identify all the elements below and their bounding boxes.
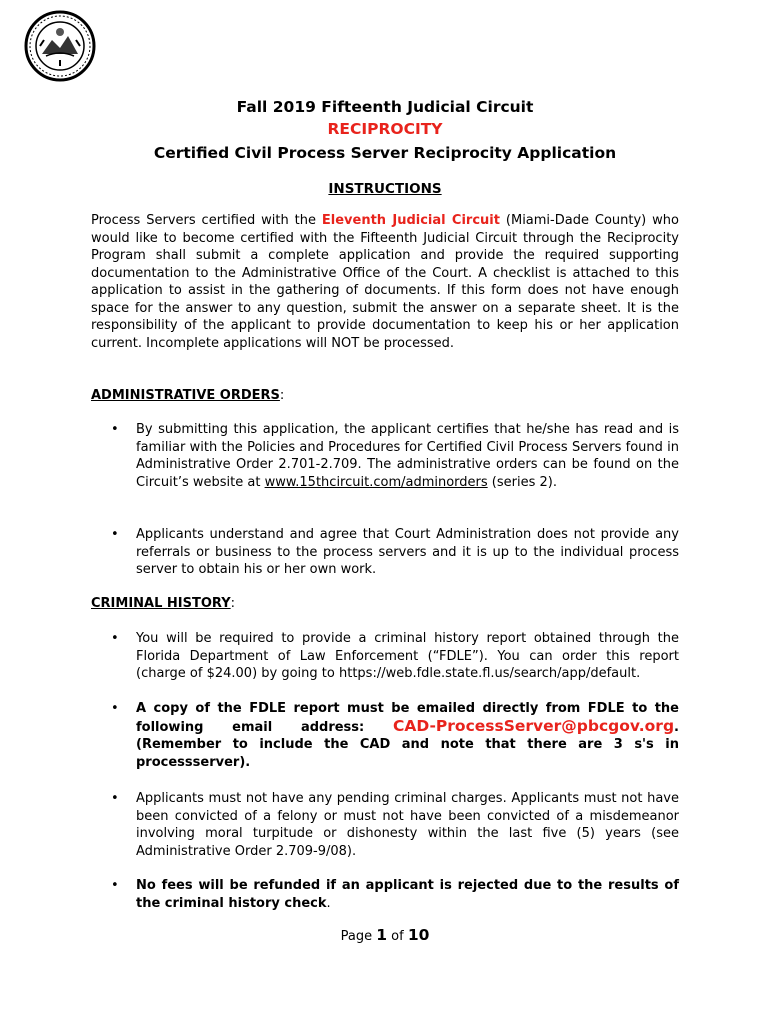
bullet-icon: •: [111, 631, 119, 646]
application-subtitle: Certified Civil Process Server Reciprocity Application: [153, 144, 617, 162]
title-block: [0, 96, 770, 165]
admin-orders-colon: :: [279, 388, 285, 403]
instructions-paragraph: [91, 212, 679, 352]
criminal-bullet-2-text: [136, 700, 679, 771]
criminal-bullet-2: [111, 700, 679, 771]
reciprocity-heading: RECIPROCITY: [327, 120, 443, 138]
admin-bullet-2: [111, 526, 679, 579]
admin-bullet-2-text: Applicants understand and agree that Court Administration does not provide any referrals or business to the process servers and it is up to the individual process server to obtain his or her own work.: [136, 527, 679, 577]
bullet-icon: •: [111, 701, 119, 716]
criminal-bullet-1: [111, 630, 679, 683]
criminal-bullet-4: [111, 877, 679, 912]
admin-orders-title: ADMINISTRATIVE ORDERS: [91, 388, 280, 403]
no-refund-period: .: [326, 895, 331, 911]
document-title: Fall 2019 Fifteenth Judicial Circuit: [236, 98, 534, 116]
bullet-icon: •: [111, 527, 119, 542]
instructions-text-start: Process Servers certified with the: [91, 213, 322, 228]
total-pages-number: 10: [407, 926, 430, 944]
admin-orders-heading: [91, 388, 284, 403]
page-footer: [0, 926, 770, 944]
admin-bullet-1-body: By submitting this application, the applicant certifies that he/she has read and is familiar with the Policies and Procedures for Certified Civil Process Servers found in Administrative Order 2.701-2.709. The administrative orders can be found on the Circuit’s website at: [136, 422, 679, 490]
criminal-history-title: CRIMINAL HISTORY: [91, 596, 231, 611]
of-word: of: [387, 929, 408, 944]
criminal-history-heading: [91, 596, 235, 611]
instructions-text-rest: (Miami-Dade County) who would like to become certified with the Fifteenth Judicial Circuit through the Reciprocity Program shall submit a complete application and provide the required supporting documentation to the Administrative Office of the Court. A checklist is attached to this application to assist in the gathering of documents. If this form does not have enough space for the answer to any question, submit the answer on a separate sheet. It is the responsibility of the applicant to provide documentation to keep his or her application current. Incomplete applications will NOT be processed.: [91, 213, 680, 351]
email-reminder-note: . (Remember to include the CAD and note that there are 3 s's in processserver).: [136, 719, 679, 770]
admin-bullet-1-text: [136, 421, 679, 491]
admin-bullet-1: [111, 421, 679, 491]
criminal-bullet-4-text: [136, 877, 679, 912]
adminorders-link[interactable]: www.15thcircuit.com/adminorders: [264, 474, 488, 490]
no-refund-notice: No fees will be refunded if an applicant is rejected due to the results of the criminal history check: [136, 878, 679, 911]
current-page-number: 1: [376, 926, 388, 944]
criminal-bullet-3: [111, 790, 679, 860]
criminal-bullet-1-text: You will be required to provide a criminal history report obtained through the Florida Department of Law Enforcement (“FDLE”). You can order this report (charge of $24.00) by going to https://web.fdle.state.fl.us/search/app/default.: [136, 631, 679, 681]
fdle-email-instruction: A copy of the FDLE report must be emailed directly from FDLE to the following email address:: [136, 701, 679, 735]
bullet-icon: •: [111, 422, 119, 437]
cad-email-address[interactable]: CAD-ProcessServer@pbcgov.org: [392, 716, 675, 735]
criminal-bullet-3-text: Applicants must not have any pending criminal charges. Applicants must not have been convicted of a felony or must not have been convicted of a misdemeanor involving moral turpitude or dishonesty within the last five (5) years (see Administrative Order 2.709-9/08).: [136, 791, 679, 859]
criminal-history-colon: :: [230, 596, 236, 611]
instructions-heading: INSTRUCTIONS: [328, 181, 442, 197]
bullet-icon: •: [111, 878, 119, 893]
admin-bullet-1-tail: (series 2).: [487, 474, 557, 490]
eleventh-circuit-highlight: Eleventh Judicial Circuit: [321, 213, 500, 228]
court-seal-logo: [24, 10, 96, 82]
bullet-icon: •: [111, 791, 119, 806]
page-word: Page: [340, 929, 377, 944]
